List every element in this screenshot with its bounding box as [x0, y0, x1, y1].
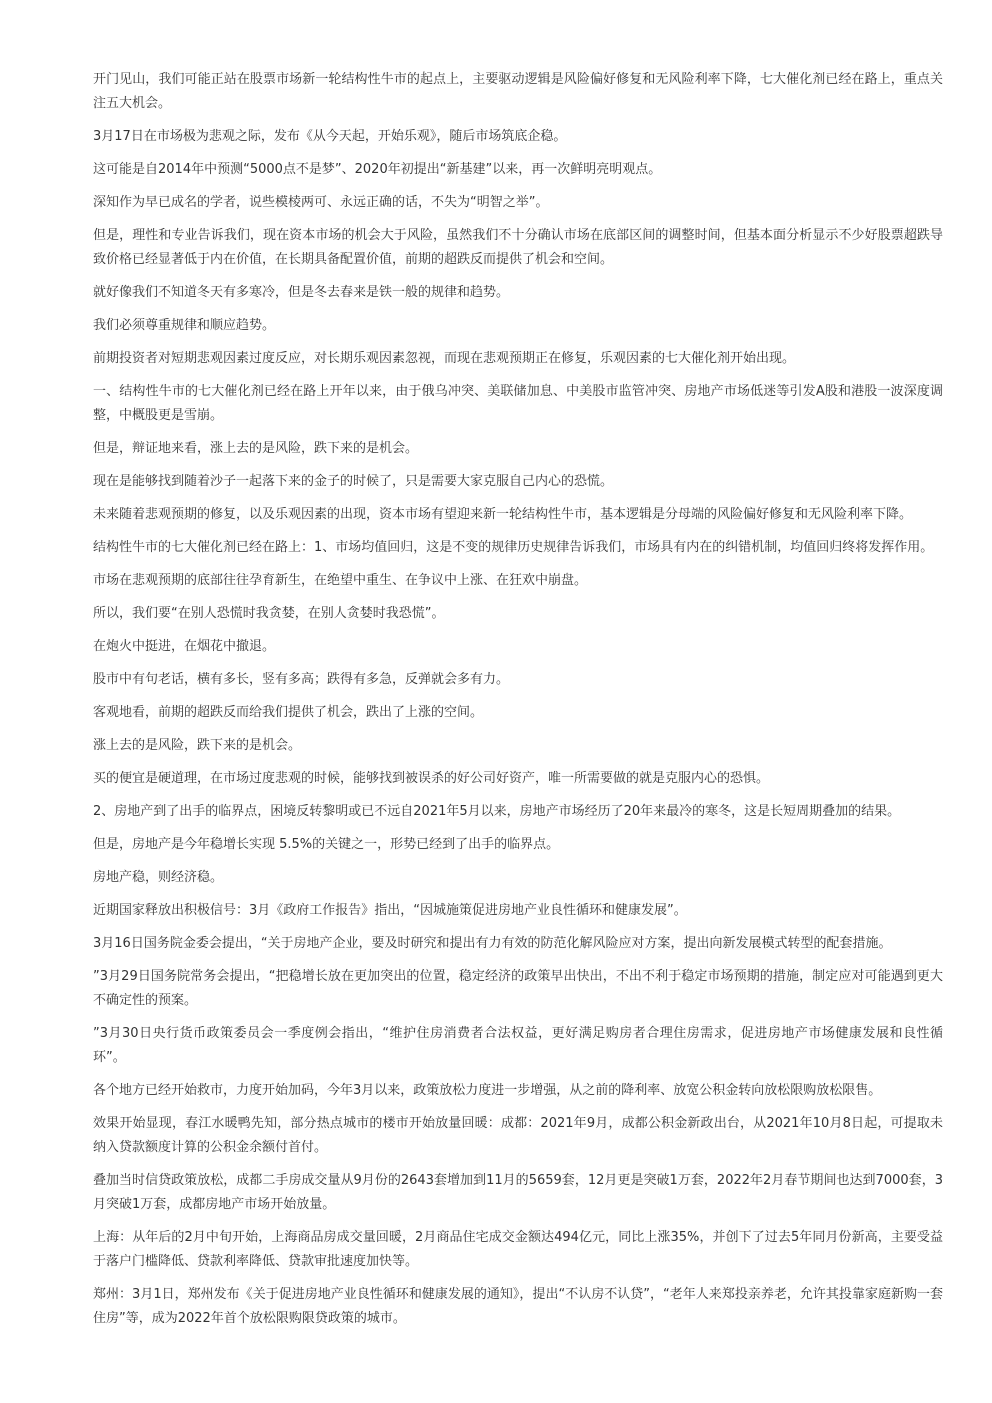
paragraph: 市场在悲观预期的底部往往孕育新生，在绝望中重生、在争议中上涨、在狂欢中崩盘。: [93, 573, 588, 588]
paragraph: 前期投资者对短期悲观因素过度反应，对长期乐观因素忽视，而现在悲观预期正在修复，乐观因素的七大催化剂开始出现。: [93, 351, 796, 366]
paragraph: 叠加当时信贷政策放松，成都二手房成交量从9月份的2643套增加到11月的5659套，12月更是突破1万套，2022年2月春节期间也达到7000套，3月突破1万套，成都房地产市场开始放量。: [93, 1173, 943, 1212]
paragraph: 结构性牛市的七大催化剂已经在路上：1、市场均值回归，这是不变的规律历史规律告诉我们，市场具有内在的纠错机制，均值回归终将发挥作用。: [93, 540, 934, 555]
paragraph: 郑州：3月1日，郑州发布《关于促进房地产业良性循环和健康发展的通知》，提出“不认房不认贷”，“老年人来郑投亲养老，允许其投靠家庭新购一套住房”等，成为2022年首个放松限购限贷政策的城市。: [93, 1287, 943, 1326]
paragraph: 2、房地产到了出手的临界点，困境反转黎明或已不远自2021年5月以来，房地产市场经历了20年来最冷的寒冬，这是长短周期叠加的结果。: [93, 804, 901, 819]
paragraph: 3月17日在市场极为悲观之际，发布《从今天起，开始乐观》，随后市场筑底企稳。: [93, 129, 567, 144]
document-body: [93, 68, 943, 1340]
paragraph: 效果开始显现，春江水暖鸭先知，部分热点城市的楼市开始放量回暖：成都：2021年9月，成都公积金新政出台，从2021年10月8日起，可提取未纳入贷款额度计算的公积金余额付首付。: [93, 1116, 943, 1155]
paragraph: 所以，我们要“在别人恐慌时我贪婪，在别人贪婪时我恐慌”。: [93, 606, 445, 621]
paragraph: 近期国家释放出积极信号：3月《政府工作报告》指出，“因城施策促进房地产业良性循环和健康发展”。: [93, 903, 687, 918]
paragraph: 股市中有句老话，横有多长，竖有多高；跌得有多急，反弹就会多有力。: [93, 672, 510, 687]
paragraph: 买的便宜是硬道理，在市场过度悲观的时候，能够找到被误杀的好公司好资产，唯一所需要做的就是克服内心的恐惧。: [93, 771, 770, 786]
paragraph: 现在是能够找到随着沙子一起落下来的金子的时候了，只是需要大家克服自己内心的恐慌。: [93, 474, 614, 489]
paragraph: 涨上去的是风险，跌下来的是机会。: [93, 738, 302, 753]
paragraph: 客观地看，前期的超跌反而给我们提供了机会，跌出了上涨的空间。: [93, 705, 484, 720]
paragraph: 未来随着悲观预期的修复，以及乐观因素的出现，资本市场有望迎来新一轮结构性牛市，基本逻辑是分母端的风险偏好修复和无风险利率下降。: [93, 507, 913, 522]
paragraph: 在炮火中挺进，在烟花中撤退。: [93, 639, 276, 654]
paragraph: 我们必须尊重规律和顺应趋势。: [93, 318, 276, 333]
paragraph: 但是，房地产是今年稳增长实现 5.5%的关键之一，形势已经到了出手的临界点。: [93, 837, 560, 852]
paragraph: 3月16日国务院金委会提出，“关于房地产企业，要及时研究和提出有力有效的防范化解风险应对方案，提出向新发展模式转型的配套措施。: [93, 936, 892, 951]
paragraph: 深知作为早已成名的学者，说些模棱两可、永远正确的话，不失为“明智之举”。: [93, 195, 549, 210]
paragraph: 但是，辩证地来看，涨上去的是风险，跌下来的是机会。: [93, 441, 419, 456]
paragraph: 就好像我们不知道冬天有多寒冷，但是冬去春来是铁一般的规律和趋势。: [93, 285, 510, 300]
paragraph: 开门见山，我们可能正站在股票市场新一轮结构性牛市的起点上，主要驱动逻辑是风险偏好修复和无风险利率下降，七大催化剂已经在路上，重点关注五大机会。: [93, 72, 943, 111]
paragraph: ”3月29日国务院常务会提出，“把稳增长放在更加突出的位置，稳定经济的政策早出快出，不出不利于稳定市场预期的措施，制定应对可能遇到更大不确定性的预案。: [93, 969, 943, 1008]
paragraph: 房地产稳，则经济稳。: [93, 870, 224, 885]
paragraph: 这可能是自2014年中预测“5000点不是梦”、2020年初提出“新基建”以来，再一次鲜明亮明观点。: [93, 162, 662, 177]
paragraph: ”3月30日央行货币政策委员会一季度例会指出，“维护住房消费者合法权益，更好满足购房者合理住房需求，促进房地产市场健康发展和良性循环”。: [93, 1026, 943, 1065]
paragraph: 各个地方已经开始救市，力度开始加码，今年3月以来，政策放松力度进一步增强，从之前的降利率、放宽公积金转向放松限购放松限售。: [93, 1083, 882, 1098]
paragraph: 上海：从年后的2月中旬开始，上海商品房成交量回暖，2月商品住宅成交金额达494亿元，同比上涨35%，并创下了过去5年同月份新高，主要受益于落户门槛降低、贷款利率降低、贷款审批速度加快等。: [93, 1230, 943, 1269]
paragraph: 但是，理性和专业告诉我们，现在资本市场的机会大于风险，虽然我们不十分确认市场在底部区间的调整时间，但基本面分析显示不少好股票超跌导致价格已经显著低于内在价值，在长期具备配置价值，前期的超跌反而提供了机会和空间。: [93, 228, 943, 267]
paragraph: 一、结构性牛市的七大催化剂已经在路上开年以来，由于俄乌冲突、美联储加息、中美股市监管冲突、房地产市场低迷等引发A股和港股一波深度调整，中概股更是雪崩。: [93, 384, 943, 423]
